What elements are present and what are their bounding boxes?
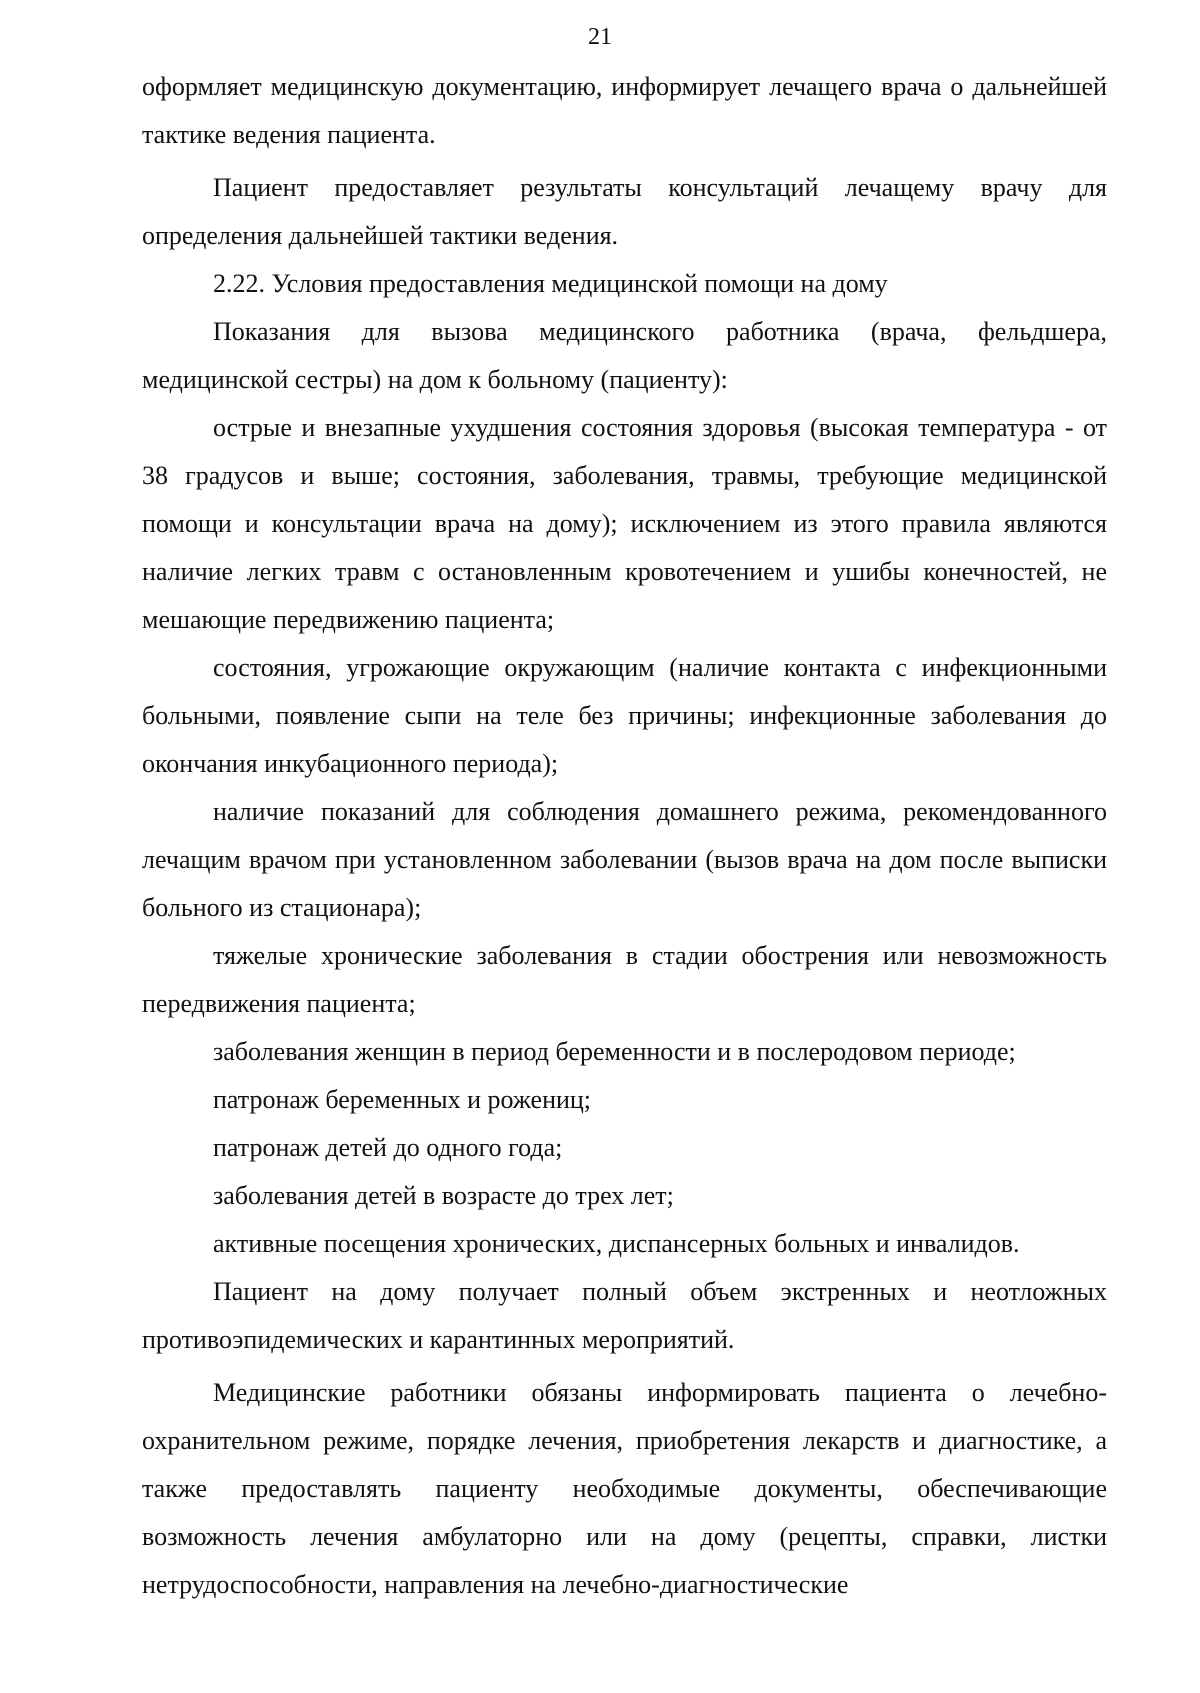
list-item-pregnancy-diseases: заболевания женщин в период беременности и в послеродовом периоде; (213, 1037, 1016, 1066)
paragraph-medical-workers-duties: Медицинские работники обязаны информировать пациента о лечебно-охранительном режиме, порядке лечения, приобретения лекарств и диагностике, а также предоставлять пациенту необходимые документы, обеспечивающие возможность лечения амбулаторно или на дому (рецепты, справки, листки нетрудоспособности, направления на лечебно-диагностические (142, 1378, 1107, 1599)
list-item-threatening-conditions: состояния, угрожающие окружающим (наличие контакта с инфекционными больными, появление сыпи на теле без причины; инфекционные заболевания до окончания инкубационного периода); (142, 653, 1107, 778)
section-heading-home-care: 2.22. Условия предоставления медицинской помощи на дому (213, 269, 888, 298)
list-item-chronic-diseases: тяжелые хронические заболевания в стадии обострения или невозможность передвижения пациента; (142, 941, 1107, 1018)
paragraph-home-measures: Пациент на дому получает полный объем экстренных и неотложных противоэпидемических и карантинных мероприятий. (142, 1277, 1107, 1354)
paragraph-consultation-results: Пациент предоставляет результаты консультаций лечащему врачу для определения дальнейшей тактики ведения. (142, 173, 1107, 250)
list-item-pregnant-patronage: патронаж беременных и рожениц; (213, 1085, 592, 1114)
list-item-infant-patronage: патронаж детей до одного года; (213, 1133, 563, 1162)
list-item-active-visits: активные посещения хронических, диспансерных больных и инвалидов. (213, 1229, 1020, 1258)
paragraph-home-call-indications: Показания для вызова медицинского работника (врача, фельдшера, медицинской сестры) на дом к больному (пациенту): (142, 317, 1107, 394)
paragraph-documentation-continuation: оформляет медицинскую документацию, информирует лечащего врача о дальнейшей тактике ведения пациента. (142, 72, 1107, 149)
list-item-home-regime: наличие показаний для соблюдения домашнего режима, рекомендованного лечащим врачом при установленном заболевании (вызов врача на дом после выписки больного из стационара); (142, 797, 1107, 922)
document-body (142, 63, 1107, 1609)
list-item-acute-deterioration: острые и внезапные ухудшения состояния здоровья (высокая температура - от 38 градусов и выше; состояния, заболевания, травмы, требующие медицинской помощи и консультации врача на дому); исключением из этого правила являются наличие легких травм с остановленным кровотечением и ушибы конечностей, не мешающие передвижению пациента; (142, 413, 1107, 634)
list-item-children-diseases: заболевания детей в возрасте до трех лет; (213, 1181, 674, 1210)
page-number: 21 (588, 24, 612, 50)
